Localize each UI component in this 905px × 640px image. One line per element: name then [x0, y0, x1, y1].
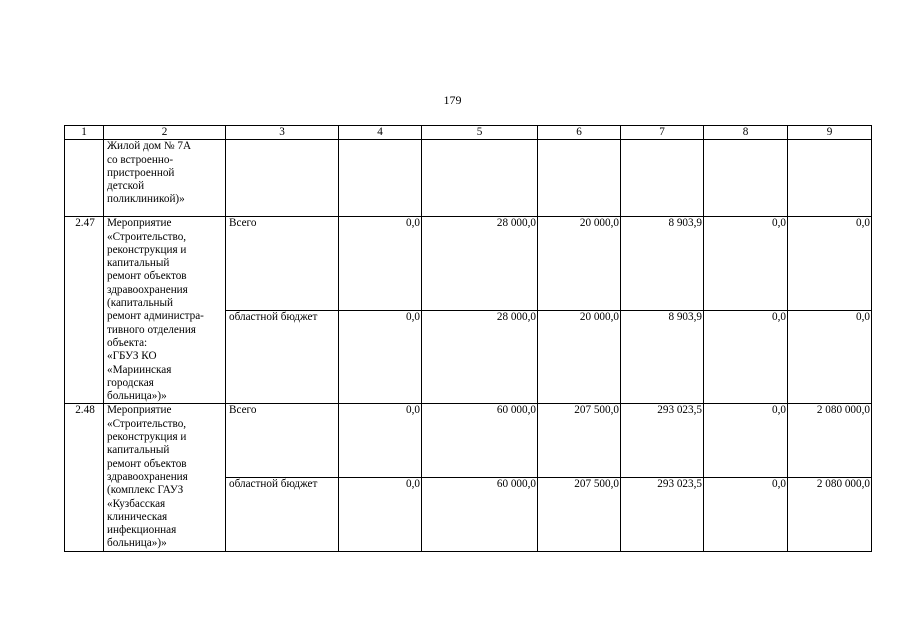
item-number: 2.47 [65, 217, 104, 404]
value-cell: 0,0 [704, 404, 788, 478]
value-cell: 293 023,5 [621, 404, 704, 478]
table-cell [339, 140, 422, 217]
column-header: 1 [65, 126, 104, 140]
table-header-row [65, 126, 872, 140]
value-cell: 207 500,0 [538, 404, 621, 478]
column-header: 5 [422, 126, 538, 140]
funding-source: Всего [226, 404, 339, 478]
table-cell [621, 140, 704, 217]
column-header: 3 [226, 126, 339, 140]
value-cell: 0,0 [788, 217, 872, 311]
column-header: 6 [538, 126, 621, 140]
column-header: 8 [704, 126, 788, 140]
value-cell: 8 903,9 [621, 217, 704, 311]
item-number [65, 140, 104, 217]
value-cell: 0,0 [339, 310, 422, 404]
value-cell: 207 500,0 [538, 478, 621, 552]
value-cell: 0,0 [339, 404, 422, 478]
table-row [65, 217, 872, 311]
value-cell: 28 000,0 [422, 217, 538, 311]
column-header: 7 [621, 126, 704, 140]
value-cell: 20 000,0 [538, 217, 621, 311]
item-name: Мероприятие «Строительство, реконструкция и капитальный ремонт объектов здравоохранения (капитальный ремонт администра- тивного отделения объекта: «ГБУЗ КО «Мариинская городская больница»)» [104, 217, 226, 404]
column-header: 9 [788, 126, 872, 140]
value-cell: 0,0 [704, 217, 788, 311]
item-number: 2.48 [65, 404, 104, 551]
table-cell [538, 140, 621, 217]
value-cell: 0,0 [704, 310, 788, 404]
value-cell: 20 000,0 [538, 310, 621, 404]
budget-table [64, 125, 872, 552]
value-cell: 28 000,0 [422, 310, 538, 404]
value-cell: 60 000,0 [422, 478, 538, 552]
table-row [65, 404, 872, 478]
funding-source: областной бюджет [226, 478, 339, 552]
value-cell: 293 023,5 [621, 478, 704, 552]
column-header: 4 [339, 126, 422, 140]
value-cell: 8 903,9 [621, 310, 704, 404]
funding-source: областной бюджет [226, 310, 339, 404]
page-number: 179 [443, 93, 462, 107]
table-cell [704, 140, 788, 217]
value-cell: 0,0 [788, 310, 872, 404]
value-cell: 2 080 000,0 [788, 404, 872, 478]
value-cell: 0,0 [339, 217, 422, 311]
table-cell [226, 140, 339, 217]
value-cell: 0,0 [704, 478, 788, 552]
value-cell: 60 000,0 [422, 404, 538, 478]
funding-source: Всего [226, 217, 339, 311]
item-name: Мероприятие «Строительство, реконструкция и капитальный ремонт объектов здравоохранения (комплекс ГАУЗ «Кузбасская клиническая инфекционная больница»)» [104, 404, 226, 551]
value-cell: 2 080 000,0 [788, 478, 872, 552]
table-row [65, 140, 872, 217]
column-header: 2 [104, 126, 226, 140]
item-name: Жилой дом № 7А со встроенно- пристроенной детской поликлиникой)» [104, 140, 226, 217]
value-cell: 0,0 [339, 478, 422, 552]
table-cell [422, 140, 538, 217]
table-cell [788, 140, 872, 217]
